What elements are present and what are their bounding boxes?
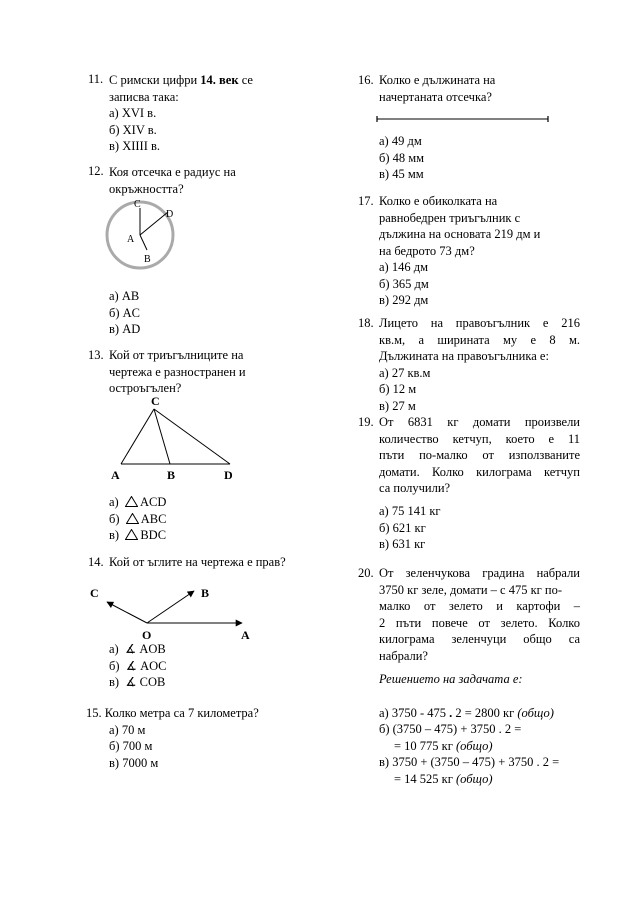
- answer-option: а) ∡ AOB: [109, 642, 166, 656]
- solution-b-line1: б) (3750 – 475) + 3750 . 2 =: [379, 722, 522, 736]
- question-14-options: [109, 641, 167, 691]
- question-text: кв.м, а ширината му е 8 м.: [379, 332, 580, 347]
- question-number: 17.: [358, 194, 374, 208]
- answer-option: б) XIV в.: [109, 122, 157, 137]
- point-label-d: D: [166, 209, 174, 220]
- question-text: набрали?: [379, 648, 428, 663]
- question-number: 15.: [86, 706, 102, 720]
- question-17: [358, 193, 578, 309]
- answer-option: а) 75 141 кг: [379, 504, 441, 518]
- solution-b-line2: = 10 775 кг (общо): [394, 738, 493, 753]
- question-text: Колко е дължината на: [379, 73, 496, 87]
- question-text: равнобедрен триъгълник с: [379, 210, 521, 225]
- question-text: От зеленчукова градина набрали: [379, 566, 580, 580]
- question-19: [358, 414, 580, 497]
- question-text: домати. Колко килограма кетчуп: [379, 464, 580, 479]
- question-text: пъти по-малко от използваните: [379, 448, 580, 462]
- angle-icon: ∡: [125, 675, 137, 689]
- answer-option: б) AC: [109, 305, 141, 320]
- answer-option: в) 292 дм: [379, 293, 429, 307]
- question-text: Колко е обиколката на: [379, 194, 498, 208]
- point-label-d: D: [224, 468, 233, 482]
- question-18: [358, 315, 580, 414]
- solution-label: Решението на задачата е:: [379, 672, 523, 686]
- answer-option: в) 631 кг: [379, 537, 426, 551]
- point-label-a: A: [111, 468, 120, 482]
- angle-icon: ∡: [124, 642, 137, 656]
- question-15: [86, 705, 326, 771]
- question-number: 20.: [358, 566, 374, 580]
- question-13-options: [109, 494, 166, 544]
- point-label-c: C: [151, 394, 160, 408]
- answer-option: в) 27 м: [379, 398, 416, 413]
- answer-option: а) 27 кв.м: [379, 365, 431, 380]
- point-label-c: C: [134, 199, 141, 210]
- answer-option: б) ∡ AOC: [109, 658, 167, 673]
- question-text: От 6831 кг домати произвели: [379, 415, 580, 429]
- point-label-b: B: [144, 254, 151, 265]
- question-text: на бедрото 73 дм?: [379, 243, 475, 258]
- point-label-a: A: [127, 234, 135, 245]
- question-12-options: [109, 288, 140, 338]
- answer-option: а) 49 дм: [379, 134, 422, 148]
- answer-option: а) ACD: [109, 495, 167, 509]
- point-label-o: O: [142, 628, 152, 642]
- solution-c-line1: в) 3750 + (3750 – 475) + 3750 . 2 =: [379, 755, 560, 769]
- answer-option: б) 700 м: [109, 739, 153, 753]
- question-text: остроъгълен?: [109, 381, 182, 395]
- question-20: [358, 565, 580, 787]
- point-label-b: B: [201, 586, 210, 600]
- question-11: [88, 72, 318, 164]
- question-text: 3750 кг зеле, домати – с 475 кг по-: [379, 582, 563, 597]
- question-text: килограма зеленчуци общо са: [379, 632, 580, 646]
- answer-option: б) 12 м: [379, 382, 417, 396]
- question-19-options: [379, 503, 441, 553]
- segment-figure: [376, 115, 551, 123]
- point-label-c: C: [90, 586, 99, 600]
- question-number: 12.: [88, 164, 104, 178]
- question-text: Кой от ъглите на чертежа е прав?: [109, 555, 286, 569]
- question-13: [88, 347, 318, 397]
- answer-option: в) ∡ COB: [109, 675, 166, 689]
- question-text: С римски цифри 14. век се: [109, 73, 253, 87]
- question-text: Колко метра са 7 километра?: [104, 706, 259, 720]
- triangle-icon: [125, 496, 138, 507]
- answer-option: б) 621 кг: [379, 520, 426, 535]
- angles-figure: [90, 583, 270, 643]
- question-text: 2 пъти повече от зелето. Колко: [379, 615, 580, 630]
- point-label-a: A: [241, 628, 250, 642]
- question-number: 19.: [358, 415, 374, 429]
- question-number: 18.: [358, 316, 374, 330]
- question-text: начертаната отсечка?: [379, 89, 492, 104]
- question-text: записва така:: [109, 89, 179, 104]
- question-14: [88, 554, 328, 571]
- question-text: Коя отсечка е радиус на: [109, 165, 236, 179]
- answer-option: б) ABC: [109, 511, 167, 526]
- answer-option: а) AB: [109, 289, 140, 303]
- question-text: Дължината на правоъгълника е:: [379, 349, 549, 363]
- angle-icon: ∡: [125, 658, 137, 673]
- answer-option: б) 365 дм: [379, 276, 429, 291]
- question-16-options: [379, 133, 424, 183]
- point-label-b: B: [167, 468, 176, 482]
- solution-a: а) 3750 - 475 . 2 = 2800 кг (общо): [379, 705, 554, 720]
- answer-option: в) 7000 м: [109, 755, 159, 770]
- answer-option: а) 146 дм: [379, 260, 428, 274]
- circle-figure: [100, 195, 190, 275]
- triangle-icon: [126, 513, 139, 524]
- question-text: са получили?: [379, 481, 451, 495]
- answer-option: в) 45 мм: [379, 167, 424, 181]
- question-text: окръжността?: [109, 181, 184, 196]
- triangle-figure: [105, 392, 265, 482]
- answer-option: б) 48 мм: [379, 150, 425, 165]
- question-text: Кой от триъгълниците на: [109, 348, 244, 362]
- question-text: Лицето на правоъгълник е 216: [379, 316, 580, 330]
- question-number: 11.: [88, 72, 104, 86]
- answer-option: в) XIIII в.: [109, 139, 161, 153]
- answer-option: а) 70 м: [109, 722, 146, 737]
- question-16: [358, 72, 578, 105]
- question-number: 16.: [358, 73, 374, 87]
- question-text: дължина на основата 219 дм и: [379, 227, 541, 241]
- answer-option: а) XVI в.: [109, 106, 157, 120]
- question-text: количество кетчуп, което е 11: [379, 431, 580, 446]
- question-text: малко от зелето и картофи –: [379, 599, 580, 613]
- answer-option: в) BDC: [109, 528, 167, 542]
- question-number: 14.: [88, 555, 104, 569]
- question-text: чертежа е разностранен и: [109, 364, 246, 379]
- answer-option: в) AD: [109, 322, 141, 336]
- question-number: 13.: [88, 348, 104, 362]
- solution-c-line2: = 14 525 кг (общо): [394, 771, 493, 786]
- triangle-icon: [125, 529, 138, 540]
